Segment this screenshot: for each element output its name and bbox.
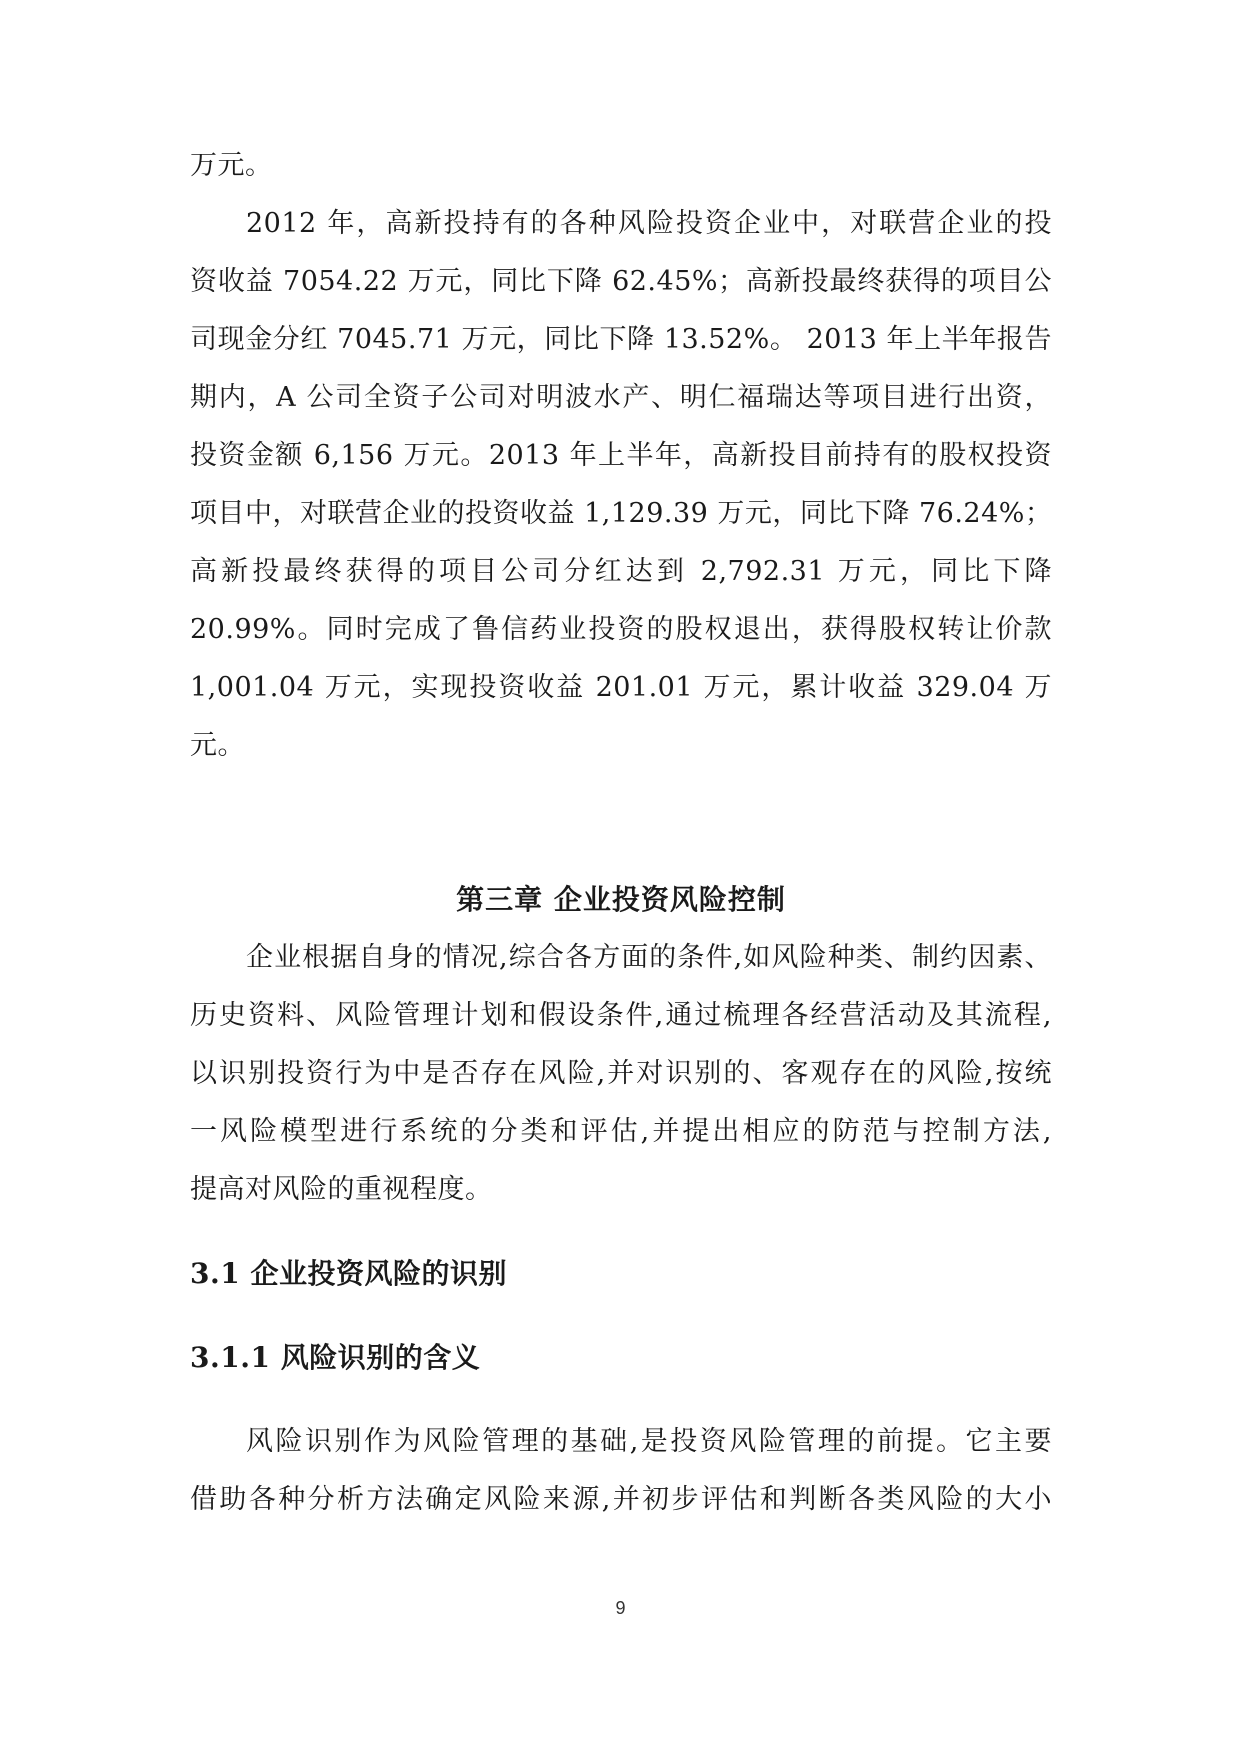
subsection-title: 3.1.1 风险识别的含义 xyxy=(190,1341,481,1374)
paragraph-line: 风险识别作为风险管理的基础,是投资风险管理的前提。它主要 xyxy=(246,1426,1052,1457)
paragraph-line: 资收益 7054.22 万元，同比下降 62.45%；高新投最终获得的项目公 xyxy=(190,266,1052,297)
paragraph-line: 提高对风险的重视程度。 xyxy=(190,1174,493,1205)
paragraph-line: 20.99%。同时完成了鲁信药业投资的股权退出，获得股权转让价款 xyxy=(190,614,1052,645)
section-title: 3.1 企业投资风险的识别 xyxy=(190,1257,507,1290)
page-number: 9 xyxy=(615,1598,626,1618)
paragraph-line: 历史资料、风险管理计划和假设条件,通过梳理各经营活动及其流程, xyxy=(190,1000,1052,1031)
paragraph-line: 高新投最终获得的项目公司分红达到 2,792.31 万元，同比下降 xyxy=(190,556,1052,587)
paragraph-line: 2012 年，高新投持有的各种风险投资企业中，对联营企业的投 xyxy=(246,208,1052,239)
paragraph-line: 期内，A 公司全资子公司对明波水产、明仁福瑞达等项目进行出资， xyxy=(190,382,1052,413)
paragraph-line: 项目中，对联营企业的投资收益 1,129.39 万元，同比下降 76.24%； xyxy=(190,498,1053,529)
paragraph-line: 投资金额 6,156 万元。2013 年上半年，高新投目前持有的股权投资 xyxy=(190,440,1052,471)
paragraph-line: 元。 xyxy=(190,730,245,761)
chapter-title: 第三章 企业投资风险控制 xyxy=(456,883,786,916)
paragraph-line: 以识别投资行为中是否存在风险,并对识别的、客观存在的风险,按统 xyxy=(190,1058,1052,1089)
paragraph-line: 一风险模型进行系统的分类和评估,并提出相应的防范与控制方法, xyxy=(190,1116,1052,1147)
paragraph-line: 司现金分红 7045.71 万元，同比下降 13.52%。 2013 年上半年报告 xyxy=(190,324,1052,355)
paragraph-line: 1,001.04 万元，实现投资收益 201.01 万元，累计收益 329.04 万 xyxy=(190,672,1052,703)
paragraph-line: 企业根据自身的情况,综合各方面的条件,如风险种类、制约因素、 xyxy=(246,942,1052,973)
paragraph-line: 借助各种分析方法确定风险来源,并初步评估和判断各类风险的大小 xyxy=(190,1484,1052,1515)
paragraph-line: 万元。 xyxy=(190,150,273,181)
